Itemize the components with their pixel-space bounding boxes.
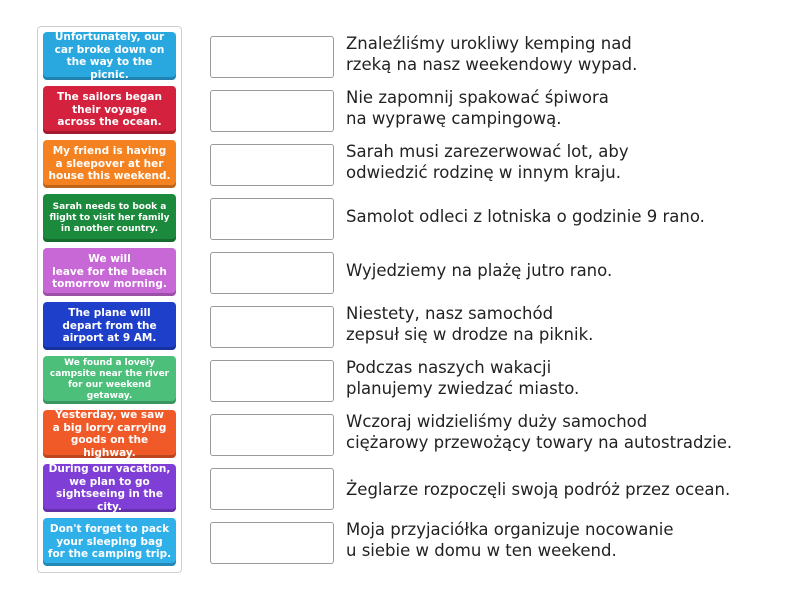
- answer-tile[interactable]: We will leave for the beach tomorrow morning.: [43, 248, 176, 296]
- answer-tile[interactable]: Yesterday, we saw a big lorry carrying goods on the highway.: [43, 410, 176, 458]
- prompt-text: Moja przyjaciółka organizuje nocowanie u siebie w domu w ten weekend.: [346, 520, 674, 560]
- drop-slot[interactable]: [210, 252, 334, 294]
- prompt-text: Niestety, nasz samochód zepsuł się w drodze na piknik.: [346, 304, 594, 344]
- answer-tile[interactable]: My friend is having a sleepover at her house this weekend.: [43, 140, 176, 188]
- prompt-text: Wyjedziemy na plażę jutro rano.: [346, 261, 613, 280]
- answer-tile[interactable]: Unfortunately, our car broke down on the way to the picnic.: [43, 32, 176, 80]
- drop-slot[interactable]: [210, 36, 334, 78]
- drop-slot[interactable]: [210, 90, 334, 132]
- drop-slot[interactable]: [210, 306, 334, 348]
- drop-slot[interactable]: [210, 414, 334, 456]
- answer-tile[interactable]: We found a lovely campsite near the river for our weekend getaway.: [43, 356, 176, 404]
- drop-slot[interactable]: [210, 144, 334, 186]
- drop-slot[interactable]: [210, 360, 334, 402]
- prompt-text: Sarah musi zarezerwować lot, aby odwiedzić rodzinę w innym kraju.: [346, 142, 629, 182]
- answer-tile[interactable]: Sarah needs to book a flight to visit her family in another country.: [43, 194, 176, 242]
- prompt-text: Samolot odleci z lotniska o godzinie 9 rano.: [346, 207, 705, 226]
- drop-slot[interactable]: [210, 468, 334, 510]
- answer-tile[interactable]: Don't forget to pack your sleeping bag for the camping trip.: [43, 518, 176, 566]
- answer-tile[interactable]: During our vacation, we plan to go sightseeing in the city.: [43, 464, 176, 512]
- prompt-text: Znaleźliśmy urokliwy kemping nad rzeką na nasz weekendowy wypad.: [346, 34, 638, 74]
- drop-slot[interactable]: [210, 522, 334, 564]
- prompt-text: Podczas naszych wakacji planujemy zwiedzać miasto.: [346, 358, 580, 398]
- drop-slot[interactable]: [210, 198, 334, 240]
- prompt-text: Żeglarze rozpoczęli swoją podróż przez ocean.: [346, 480, 731, 499]
- prompt-text: Nie zapomnij spakować śpiwora na wyprawę campingową.: [346, 88, 609, 128]
- answer-tile[interactable]: The plane will depart from the airport at 9 AM.: [43, 302, 176, 350]
- answer-tile[interactable]: The sailors began their voyage across the ocean.: [43, 86, 176, 134]
- prompt-text: Wczoraj widzieliśmy duży samochod ciężarowy przewożący towary na autostradzie.: [346, 412, 733, 452]
